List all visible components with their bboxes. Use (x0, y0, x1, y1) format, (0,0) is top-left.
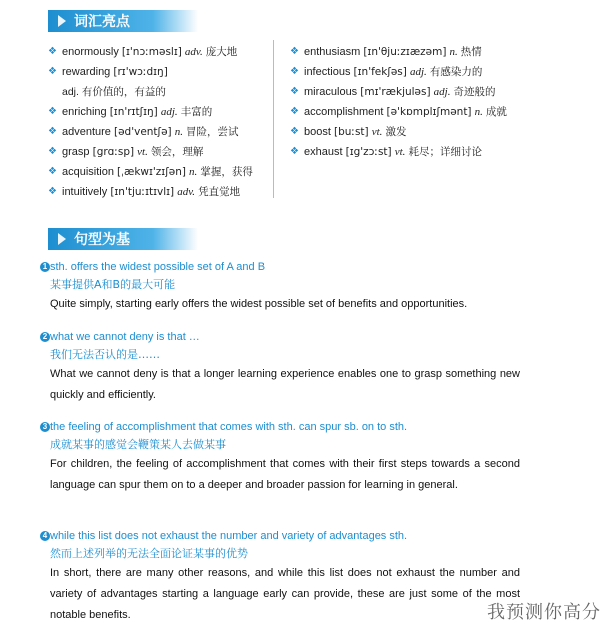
vocab-definition: 热情 (460, 46, 482, 58)
diamond-bullet-icon: ❖ (290, 66, 299, 77)
vocab-phonetic: [ɪn'rɪtʃɪŋ] (109, 106, 158, 118)
vocab-list-right (290, 42, 507, 162)
sentence-section-title: 句型为基 (74, 231, 130, 247)
diamond-bullet-icon: ❖ (290, 86, 299, 97)
vocab-pos: n. (474, 106, 483, 118)
sentence-pattern: the feeling of accomplishment that comes with sth. can spur sb. on to sth. (50, 421, 408, 433)
vocab-definition: 有感染力的 (429, 66, 483, 78)
sentence-example: In short, there are many other reasons, and while this list does not exhaust the number and variety of advantages starting a language early can provide, these are just some of the most notable benefits. (50, 567, 520, 621)
number-badge: 4 (40, 531, 50, 541)
vocab-pos: vt. (394, 146, 406, 158)
vocab-phonetic: [grɑːsp] (92, 146, 135, 158)
number-badge: 1 (40, 262, 50, 272)
sentence-translation: 我们无法否认的是…… (50, 348, 160, 361)
sentence-translation: 某事提供A和B的最大可能 (50, 278, 176, 291)
sentence-pattern: while this list does not exhaust the number and variety of advantages sth. (50, 530, 408, 542)
sentence-pattern: sth. offers the widest possible set of A and B (50, 261, 266, 273)
number-badge: 3 (40, 422, 50, 432)
vocab-definition: 庞大地 (205, 46, 238, 58)
vocab-section-banner (48, 10, 198, 32)
vocab-definition: 激发 (385, 126, 407, 138)
vocab-definition: adj. 有价值的，有益的 (62, 86, 166, 98)
diamond-bullet-icon: ❖ (290, 146, 299, 157)
vocab-item (290, 142, 507, 162)
vocab-pos: adj. (409, 66, 427, 78)
sentence-translation: 然而上述列举的无法全面论证某事的优势 (50, 547, 248, 560)
vocab-item (48, 182, 253, 202)
watermark: 我预测你高分 (487, 602, 601, 623)
vocab-phonetic: [əd'ventʃə] (114, 126, 172, 138)
sentence-item (42, 527, 520, 626)
sentence-item (42, 418, 520, 496)
vocab-phonetic: [ə'kɒmplɪʃmənt] (386, 106, 472, 118)
diamond-bullet-icon: ❖ (48, 66, 57, 77)
vocab-definition: 领会，理解 (150, 146, 204, 158)
vocab-word: adventure (62, 126, 111, 138)
vocab-item (290, 102, 507, 122)
vocab-phonetic: [ɪn'fekʃəs] (353, 66, 407, 78)
vocab-word: boost (304, 126, 331, 138)
vocab-item (48, 62, 253, 102)
banner-arrow-icon (58, 233, 66, 245)
sentence-pattern: what we cannot deny is that … (50, 331, 200, 343)
vocab-pos: n. (174, 126, 183, 138)
diamond-bullet-icon: ❖ (48, 166, 57, 177)
vocab-item (48, 142, 253, 162)
vocab-word: exhaust (304, 146, 343, 158)
vocab-word: infectious (304, 66, 351, 78)
diamond-bullet-icon: ❖ (290, 126, 299, 137)
vocab-word: enriching (62, 106, 107, 118)
vocab-word: miraculous (304, 86, 358, 98)
diamond-bullet-icon: ❖ (290, 106, 299, 117)
vocab-phonetic: [ɪn'tjuːɪtɪvlɪ] (110, 186, 175, 198)
diamond-bullet-icon: ❖ (48, 146, 57, 157)
vocab-word: rewarding (62, 66, 111, 78)
vocab-phonetic: [rɪ'wɔːdɪŋ] (113, 66, 168, 78)
vocab-divider (273, 40, 274, 198)
vocab-word: enthusiasm (304, 46, 361, 58)
sentence-example: Quite simply, starting early offers the widest possible set of benefits and opportunities. (50, 298, 468, 310)
vocab-phonetic: [ɪ'nɔːməslɪ] (121, 46, 182, 58)
vocab-item (48, 42, 253, 62)
vocab-word: grasp (62, 146, 90, 158)
vocab-phonetic: [ɪg'zɔːst] (345, 146, 392, 158)
vocab-pos: adj. (160, 106, 178, 118)
sentence-example: What we cannot deny is that a longer learning experience enables one to grasp something new quickly and efficiently. (50, 368, 520, 401)
diamond-bullet-icon: ❖ (48, 106, 57, 117)
vocab-definition: 奇迹般的 (453, 86, 496, 98)
sentence-item (42, 328, 520, 406)
vocab-word: accomplishment (304, 106, 384, 118)
diamond-bullet-icon: ❖ (48, 186, 57, 197)
vocab-word: enormously (62, 46, 119, 58)
vocab-pos: vt. (371, 126, 383, 138)
banner-arrow-icon (58, 15, 66, 27)
vocab-phonetic: [ɪn'θjuːzɪæzəm] (363, 46, 447, 58)
vocab-pos: n. (449, 46, 458, 58)
vocab-phonetic: [ˌækwɪ'zɪʃən] (117, 166, 186, 178)
number-badge: 2 (40, 332, 50, 342)
diamond-bullet-icon: ❖ (290, 46, 299, 57)
vocab-item (290, 82, 507, 102)
vocab-definition: 耗尽；详细讨论 (408, 146, 482, 158)
sentence-section-banner (48, 228, 198, 250)
vocab-section-title: 词汇亮点 (74, 13, 130, 29)
vocab-definition: 冒险，尝试 (186, 126, 239, 138)
vocab-item (290, 42, 507, 62)
vocab-item (290, 62, 507, 82)
vocab-pos: adv. (184, 46, 203, 58)
vocab-definition: 成就 (485, 106, 507, 118)
vocab-item (48, 102, 253, 122)
vocab-definition: 丰富的 (180, 106, 213, 118)
sentence-translation: 成就某事的感觉会鞭策某人去做某事 (50, 438, 226, 451)
vocab-pos: adv. (177, 186, 196, 198)
vocab-pos: vt. (137, 146, 148, 158)
vocab-phonetic: [mɪ'rækjuləs] (360, 86, 431, 98)
sentence-example: For children, the feeling of accomplishment that comes with their first steps towards a second language can spur them on to a deeper and broader passion for learning in general. (50, 458, 520, 491)
vocab-phonetic: [buːst] (333, 126, 369, 138)
vocab-word: intuitively (62, 186, 108, 198)
vocab-pos: adj. (433, 86, 451, 98)
vocab-item (48, 162, 253, 182)
sentence-item (42, 258, 520, 315)
vocab-definition: 凭直觉地 (198, 186, 241, 198)
vocab-word: acquisition (62, 166, 114, 178)
vocab-list-left (48, 42, 253, 202)
diamond-bullet-icon: ❖ (48, 46, 57, 57)
vocab-pos: n. (189, 166, 198, 178)
vocab-item (48, 122, 253, 142)
diamond-bullet-icon: ❖ (48, 126, 57, 137)
vocab-definition: 掌握，获得 (200, 166, 253, 178)
vocab-item (290, 122, 507, 142)
